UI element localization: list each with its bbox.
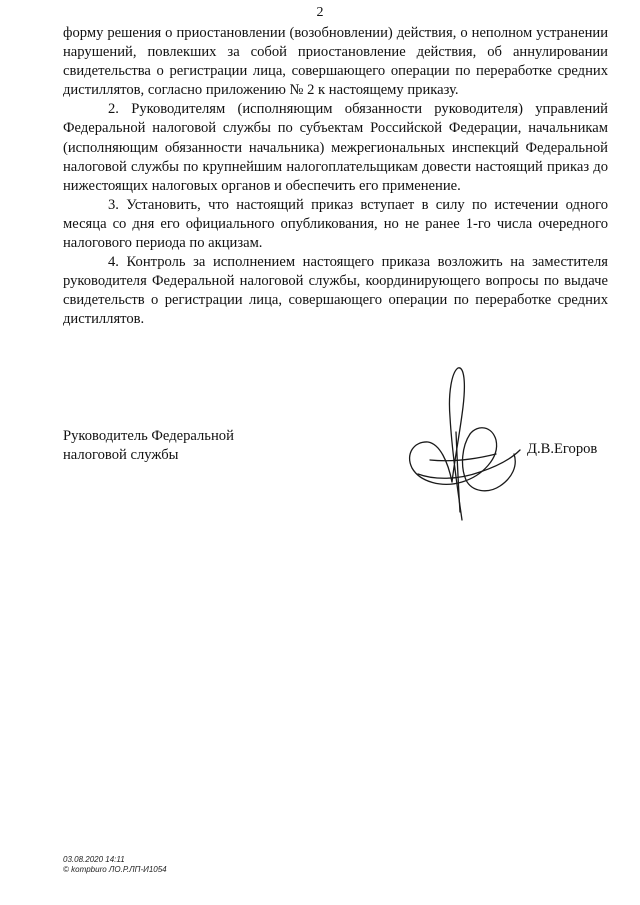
paragraph-2: 2. Руководителям (исполняющим обязанности руководителя) управлений Федеральной налоговой службы по субъектам Российской Федерации, начальникам (исполняющим обязанности начальника) межрегиональных инспекций Федеральной налоговой службы по крупнейшим налогоплательщикам довести настоящий приказ до нижестоящих налоговых органов и обеспечить его применение. <box>63 101 608 194</box>
paragraph-3: 3. Установить, что настоящий приказ вступает в силу по истечении одного месяца со дня его официального опубликования, но не ранее 1-го числа очередного налогового периода по акцизам. <box>63 196 608 252</box>
signer-title-line-2: налоговой службы <box>63 447 179 464</box>
paragraph-1-continuation: форму решения о приостановлении (возобновлении) действия, о неполном устранении нарушений, повлекших за собой приостановление действия, об аннулировании свидетельства о регистрации лица, совершающего операции по переработке средних дистиллятов, согласно приложению № 2 к настоящему приказу. <box>63 25 608 99</box>
signer-title <box>63 427 323 465</box>
document-body <box>63 24 608 330</box>
paragraph-4: 4. Контроль за исполнением настоящего приказа возложить на заместителя руководителя Федеральной налоговой службы, координирующего вопросы по выдаче свидетельств о регистрации лица, совершающего операции по переработке средних дистиллятов. <box>63 254 608 328</box>
signer-title-line-1: Руководитель Федеральной <box>63 428 234 444</box>
footer-reference: © kompburo ЛО.Р.ЛП-И1054 <box>63 865 167 874</box>
signer-name: Д.В.Егоров <box>527 441 598 457</box>
handwritten-signature <box>400 362 530 524</box>
page-number: 2 <box>316 5 324 20</box>
footer-stamp <box>63 855 167 875</box>
footer-timestamp: 03.08.2020 14:11 <box>63 855 125 864</box>
